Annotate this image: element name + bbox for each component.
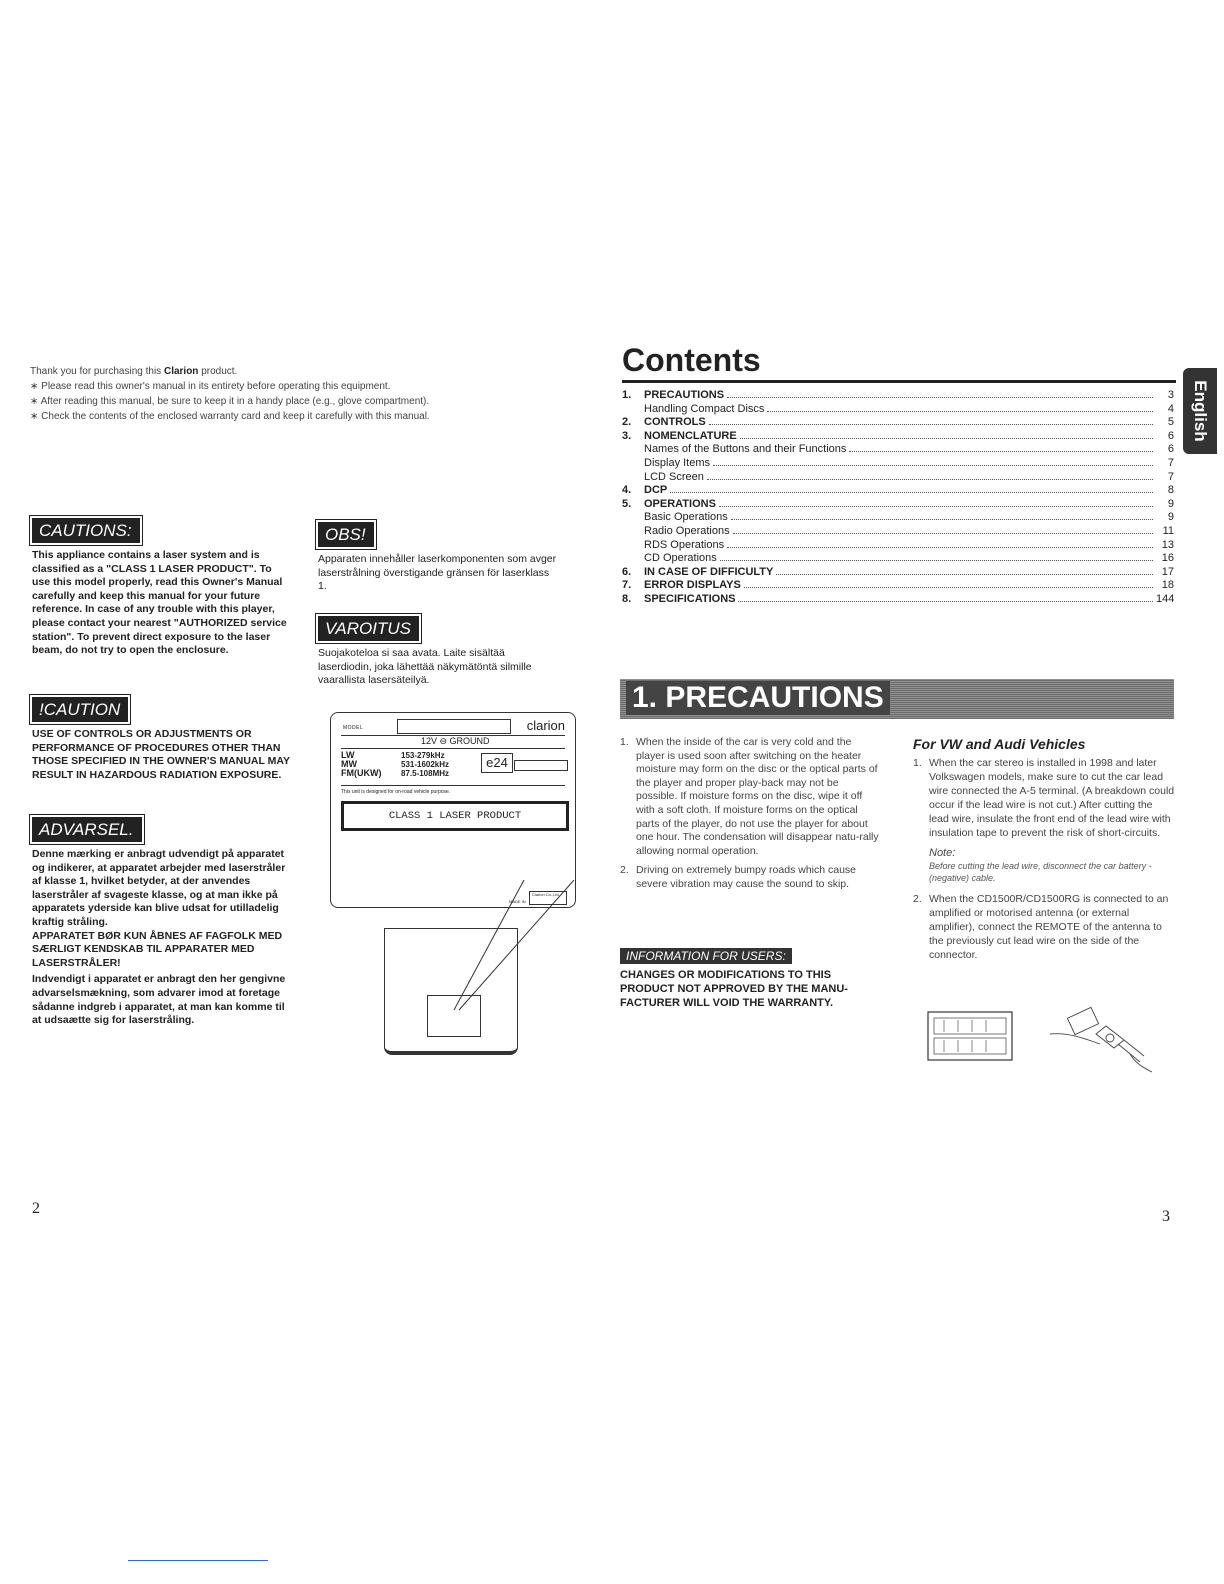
toc-leader — [707, 470, 1153, 480]
toc-page: 16 — [1161, 552, 1174, 565]
label-frequencies: 153-279kHz 531-1602kHz 87.5-108MHz — [401, 751, 450, 778]
note-text: Before cutting the lead wire, disconnect the car battery - (negative) cable. — [929, 861, 1152, 883]
toc-label: Radio Operations — [644, 524, 730, 537]
toc-leader — [733, 524, 1153, 534]
toc-leader — [709, 415, 1153, 425]
toc-leader — [776, 565, 1153, 575]
class-1-laser-product: CLASS 1 LASER PRODUCT — [341, 801, 569, 831]
toc-row — [622, 442, 1174, 456]
advarsel-heading: ADVARSEL. — [32, 817, 142, 842]
varoitus-heading: VAROITUS — [318, 616, 419, 641]
toc-row: 6. IN CASE OF DIFFICULTY 17 — [622, 565, 1174, 578]
toc-label: CONTROLS — [644, 416, 706, 429]
toc-leader — [731, 510, 1153, 520]
list-item: 2. Driving on extremely bumpy roads which cause severe vibration may cause the sound to skip. — [620, 864, 857, 890]
obs-section — [318, 522, 558, 594]
obs-heading: OBS! — [318, 522, 374, 547]
toc-row — [622, 510, 1174, 524]
cd-player-unit-diagram — [384, 928, 518, 1055]
label-model-box — [397, 719, 511, 734]
toc-page: 17 — [1161, 565, 1174, 578]
product-label-diagram — [330, 712, 576, 908]
caution-section — [32, 697, 290, 782]
page-number-left: 2 — [32, 1200, 40, 1217]
cautions-text: This appliance contains a laser system and is classified as a "CLASS 1 LASER PRODUCT". To use this model properly, read this Owner's Manual carefully and keep this manual for your future reference. In case of any trouble with this player, please contact your nearest "AUTHORIZED service station". To prevent direct exposure to the laser beam, do not try to open the enclosure. — [32, 549, 287, 657]
caution-heading: !CAUTION — [32, 697, 128, 722]
toc-leader — [740, 429, 1153, 439]
toc-leader — [744, 578, 1153, 588]
info-for-users-text: CHANGES OR MODIFICATIONS TO THIS PRODUCT NOT APPROVED BY THE MANU-FACTURER WILL VOID THE WARRANTY. — [620, 969, 848, 1009]
toc-page: 11 — [1162, 524, 1174, 537]
intro-bullet: ∗ After reading this manual, be sure to keep it in a handy place (e.g., glove compartment). — [30, 396, 430, 407]
varoitus-text: Suojakoteloa si saa avata. Laite sisältää laserdiodin, joka lähettää näkymätöntä silmille vaarallista lasersäteilyä. — [318, 647, 532, 687]
toc-label: LCD Screen — [644, 470, 704, 483]
toc-leader — [719, 497, 1153, 507]
toc-label: PRECAUTIONS — [644, 389, 725, 401]
toc-row: 1. PRECAUTIONS 3 — [622, 389, 1174, 401]
language-tab-label: English — [1191, 380, 1210, 442]
toc-page: 4 — [1167, 402, 1174, 415]
toc-row — [622, 402, 1174, 416]
cautions-section — [32, 518, 290, 658]
label-note: This unit is designed for on-road vehicle purpose. — [341, 789, 451, 795]
advarsel-text: Denne mærking er anbragt udvendigt på apparatet og indikerer, at apparatet arbejder med laserstråler af klasse 1, hvilket betyder, at der anvendes laserstråler af svageste klasse, og at man ikke på apparatets yderside kan blive udsat for utilladelig kraftig stråling. — [32, 848, 286, 928]
list-item: 2. When the CD1500R/CD1500RG is connected to an amplified or motorised antenna (or external amplifier), connect the REMOTE of the antenna to the previously cut lead wire on the side of the connector. — [913, 893, 1169, 961]
caution-text: USE OF CONTROLS OR ADJUSTMENTS OR PERFORMANCE OF PROCEDURES OTHER THAN THOSE SPECIFIED IN THE OWNER'S MANUAL MAY RESULT IN HAZARDOUS RADIATION EXPOSURE. — [32, 728, 290, 781]
toc-page: 18 — [1161, 579, 1174, 592]
toc-page: 9 — [1167, 497, 1174, 510]
toc-page: 5 — [1167, 416, 1174, 429]
toc-row — [622, 470, 1174, 484]
advarsel-section — [32, 817, 290, 1028]
toc-leader — [713, 456, 1153, 466]
vw-audi-heading: For VW and Audi Vehicles — [913, 736, 1086, 752]
toc-page: 7 — [1167, 456, 1174, 469]
toc-row — [622, 538, 1174, 552]
note-heading: Note: — [929, 847, 956, 859]
toc-label: NOMENCLATURE — [644, 429, 737, 442]
wire-cutting-illustration — [1040, 1004, 1160, 1076]
obs-text: Apparaten innehåller laserkomponenten som avger laserstrålning överstigande gränsen för laserklass 1. — [318, 553, 557, 593]
toc-row: 3. NOMENCLATURE 6 — [622, 429, 1174, 442]
toc-row: 4. DCP 8 — [622, 484, 1174, 497]
toc-row — [622, 551, 1174, 565]
intro-block — [30, 364, 570, 424]
toc-page: 13 — [1161, 538, 1174, 551]
toc-row — [622, 456, 1174, 470]
cautions-heading: CAUTIONS: — [32, 518, 140, 543]
toc-row — [622, 524, 1174, 538]
precautions-title: 1. PRECAUTIONS — [626, 681, 890, 715]
intro-bullet: ∗ Check the contents of the enclosed warranty card and keep it carefully with this manual. — [30, 411, 430, 422]
toc-leader — [727, 388, 1153, 398]
label-made-in: MADE IN — [509, 899, 526, 904]
toc-leader — [849, 442, 1153, 452]
connector-diagram — [926, 1010, 1016, 1062]
toc-label: OPERATIONS — [644, 497, 716, 510]
toc-label: RDS Operations — [644, 538, 725, 551]
info-for-users-heading: INFORMATION FOR USERS: — [620, 948, 792, 964]
varoitus-section — [318, 616, 558, 688]
advarsel-text-2: Indvendigt i apparatet er anbragt den her gengivne advarselsmækning, som advarer imod at foretage sådanne indgreb i apparatet, at man kan komme til at udsaætte sig for laserstråling. — [32, 973, 286, 1027]
label-brand: clarion — [526, 718, 565, 733]
toc-label: IN CASE OF DIFFICULTY — [644, 565, 774, 578]
toc-page: 9 — [1167, 511, 1174, 524]
table-of-contents — [622, 388, 1174, 606]
toc-leader — [767, 402, 1153, 412]
divider — [341, 785, 565, 786]
label-serial-box — [514, 760, 568, 771]
toc-leader — [720, 551, 1153, 561]
toc-label: Display Items — [644, 456, 711, 469]
divider — [341, 748, 565, 749]
precautions-banner — [620, 679, 1174, 719]
toc-label: Names of the Buttons and their Functions — [644, 443, 847, 456]
brand-name: Clarion — [163, 366, 199, 377]
contents-rule — [622, 380, 1176, 383]
toc-page: 6 — [1167, 429, 1174, 442]
list-item: 1. When the car stereo is installed in 1998 and later Volkswagen models, make sure to cut the car lead wire connected the A-5 terminal. (A breakdown could occur if the lead wire is not cut.) After cutting the lead wire, insulate the front end of the lead wire with insulation tape to prevent the risk of short-circuits. Note: Before cutting the lead wire, disconnect the car battery - (negative) cable. — [913, 757, 1175, 883]
toc-row: 8. SPECIFICATIONS 144 — [622, 592, 1175, 605]
label-model: MODEL — [343, 725, 364, 731]
advarsel-warning: APPARATET BØR KUN ÅBNES AF FAGFOLK MED SÆRLIGT KENDSKAB TIL APPARATER MED LASERSTRÅLER! — [32, 929, 283, 969]
label-ground: 12V ⊖ GROUND — [421, 736, 490, 746]
toc-page: 8 — [1167, 484, 1174, 497]
contents-title: Contents — [622, 342, 761, 378]
toc-page: 144 — [1156, 592, 1175, 605]
vw-audi-list — [913, 756, 1175, 970]
toc-label: Handling Compact Discs — [644, 402, 765, 415]
language-tab — [1183, 368, 1217, 454]
toc-row: 5. OPERATIONS 9 — [622, 497, 1174, 510]
toc-page: 3 — [1167, 389, 1174, 401]
intro-bullet: ∗ Please read this owner's manual in its entirety before operating this equipment. — [30, 381, 391, 392]
toc-label: CD Operations — [644, 552, 717, 565]
toc-label: Basic Operations — [644, 511, 728, 524]
toc-leader — [727, 538, 1153, 548]
intro-lead: Thank you for purchasing this Clarion product. — [30, 366, 238, 377]
label-location — [427, 995, 481, 1037]
precautions-list — [620, 736, 882, 898]
toc-page: 6 — [1167, 443, 1174, 456]
e-mark: e24 — [481, 753, 513, 773]
toc-leader — [738, 592, 1153, 602]
page-number-right: 3 — [1162, 1208, 1170, 1225]
label-bands: LW MW FM(UKW) — [341, 750, 382, 778]
divider — [128, 1560, 268, 1561]
toc-row: 2. CONTROLS 5 — [622, 416, 1174, 429]
toc-leader — [670, 483, 1153, 493]
toc-row: 7. ERROR DISPLAYS 18 — [622, 579, 1174, 592]
toc-label: ERROR DISPLAYS — [644, 579, 741, 592]
label-maker: Clarion Co.,Ltd. — [532, 892, 560, 897]
toc-label: DCP — [644, 484, 668, 497]
toc-label: SPECIFICATIONS — [644, 592, 736, 605]
list-item: 1. When the inside of the car is very cold and the player is used soon after switching on the heater moisture may form on the disc or the optical parts of the player and proper play-back may not be possible. If moisture forms on the disc, wipe it off with a soft cloth. If moisture forms on the optical parts of the player, do not use the player for about one hour. The condensation will disappear natu-rally allowing normal operation. — [620, 736, 879, 857]
toc-page: 7 — [1167, 470, 1174, 483]
